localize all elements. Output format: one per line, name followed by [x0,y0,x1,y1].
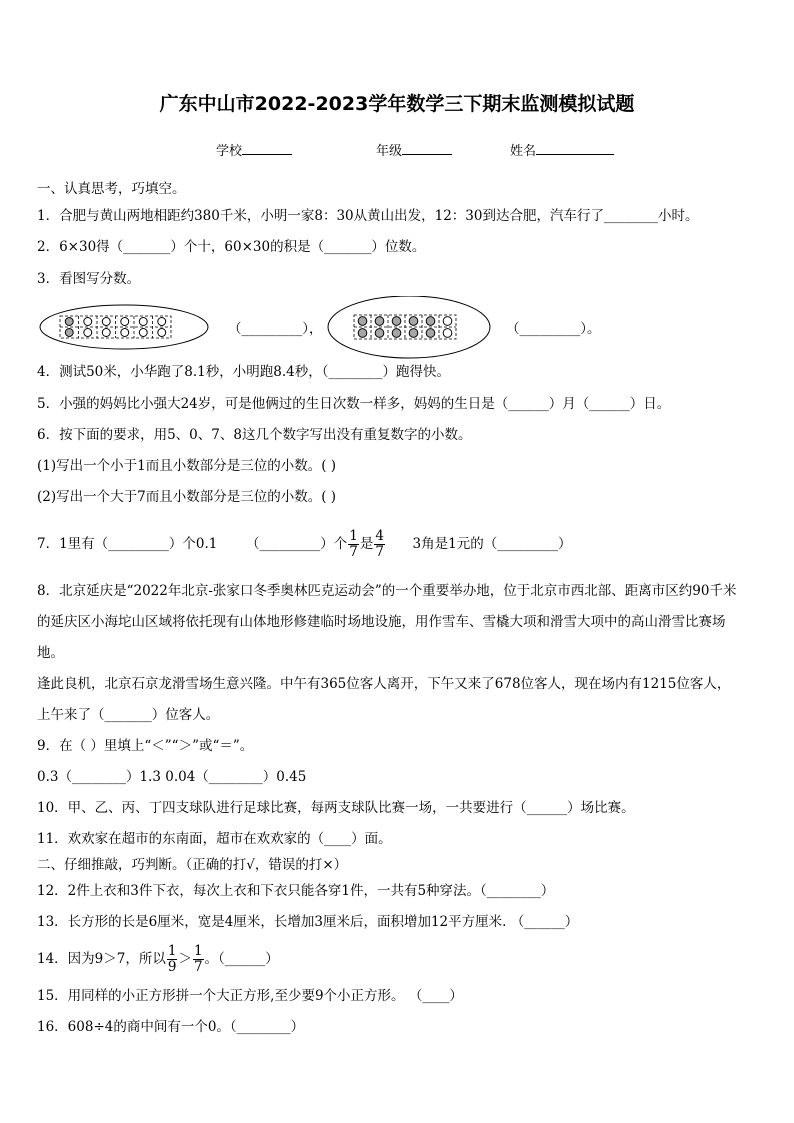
grade-label: 年级 [376,144,403,159]
question-15: 15．用同样的小正方形拼一个大正方形,至少要9个小正方形。 （____） [37,988,463,1004]
ellipse-figure-1 [40,305,208,349]
question-12: 12．2件上衣和3件下衣，每次上衣和下衣只能各穿1件，一共有5种穿法。（________） [37,883,555,899]
question-3-blank-1: （_________）， [228,321,323,337]
fraction-figures [0,296,794,360]
question-8-line-2: 的延庆区小海坨山区域将依托现有山体地形修建临时场地设施，用作雪车、雪橇大项和滑雪大项中的高山滑雪比赛场 [37,614,726,630]
school-label: 学校 [216,144,243,159]
greater-than-sign: ＞ [178,951,192,967]
fraction-one-ninth [167,944,178,975]
question-1: 1．合肥与黄山两地相距约380千米，小明一家8：30从黄山出发，12：30到达合肥，汽车行了________小时。 [37,208,699,224]
shaded-circle [65,318,73,326]
question-7-part-3: 3角是1元的（_________） [412,536,572,552]
question-8-line-4: 逢此良机，北京石京龙滑雪场生意兴隆。中午有365位客人离开，下午又来了678位客人，现在场内有1215位客人， [37,676,731,692]
grade-blank[interactable] [402,141,452,155]
fraction-numerator: 1 [167,943,177,959]
fraction-one-seventh [193,944,204,975]
shaded-circle [65,329,73,337]
empty-circle [102,329,110,337]
fraction-denominator: 7 [375,544,384,560]
fraction-figures-svg [0,296,794,360]
question-6-part-2: (2)写出一个大于7而且小数部分是三位的小数。( ) [37,489,337,505]
empty-circle [121,329,129,337]
fraction-numerator: 4 [375,528,384,544]
empty-circle [158,329,166,337]
name-blank[interactable] [536,141,614,155]
fraction-four-sevenths [374,529,385,560]
empty-circle [102,318,110,326]
fraction-denominator: 7 [193,959,203,975]
question-10: 10．甲、乙、丙、丁四支球队进行足球比赛，每两支球队比赛一场，一共要进行（______）场比赛。 [37,800,635,816]
section-2-heading: 二、仔细推敲，巧判断。（正确的打√，错误的打×） [37,857,348,873]
shaded-circle [358,329,367,338]
section-1-heading: 一、认真思考，巧填空。 [37,181,186,197]
question-16: 16．608÷4的商中间有一个0。（________） [37,1019,305,1035]
question-9-items: 0.3（________）1.3 0.04（________）0.45 [37,769,307,785]
empty-circle [121,318,129,326]
shaded-circle [426,317,435,326]
question-4: 4．测试50米，小华跑了8.1秒，小明跑8.4秒，（________）跑得快。 [37,364,450,380]
question-8-line-3: 地。 [37,645,64,661]
empty-circle [84,318,92,326]
question-3-blank-2: （_________）。 [506,321,601,337]
question-6-part-1: (1)写出一个小于1而且小数部分是三位的小数。( ) [37,458,337,474]
fraction-denominator: 7 [349,544,358,560]
question-8-line-1: 8．北京延庆是“2022年北京-张家口冬季奥林匹克运动会”的一个重要举办地，位于北京市西北部、距离市区约90千米 [37,583,737,599]
question-6-stem: 6．按下面的要求，用5、0、7、8这几个数字写出没有重复数字的小数。 [37,427,472,443]
shaded-circle [409,317,418,326]
question-14-part-2: 。（______） [204,951,279,967]
school-blank[interactable] [242,141,292,155]
question-14-part-1: 14．因为9＞7，所以 [37,951,166,967]
empty-circle [84,329,92,337]
question-13: 13．长方形的长是6厘米，宽是4厘米，长增加3厘米后，面积增加12平方厘米. （______） [37,914,579,930]
name-field[interactable] [510,140,614,159]
empty-circle [443,317,452,326]
question-9-stem: 9．在（ ）里填上“＜”“＞”或“＝”。 [37,738,254,754]
empty-circle [139,318,147,326]
question-3-stem: 3．看图写分数。 [37,271,141,287]
fraction-denominator: 9 [167,959,177,975]
page-title: 广东中山市2022-2023学年数学三下期末监测模拟试题 [159,93,635,115]
empty-circle [158,318,166,326]
grade-field[interactable] [376,140,452,159]
shaded-circle [426,329,435,338]
shaded-circle [375,317,384,326]
is-word: 是 [359,536,374,552]
question-7-part-2: （_________）个 [246,536,348,552]
fraction-numerator: 1 [349,528,358,544]
question-5: 5．小强的妈妈比小强大24岁，可是他俩过的生日次数一样多，妈妈的生日是（______）月（______）日。 [37,396,671,412]
empty-circle [139,329,147,337]
question-14 [37,941,279,977]
school-field[interactable] [216,140,292,159]
shaded-circle [375,329,384,338]
shaded-circle [392,329,401,338]
shaded-circle [392,317,401,326]
name-label: 姓名 [510,144,537,159]
ellipse-figure-2 [328,296,490,358]
fraction-numerator: 1 [193,943,203,959]
question-7-part-1: 7．1里有（_________）个0.1 [37,536,218,552]
question-11: 11．欢欢家在超市的东南面，超市在欢欢家的（____）面。 [37,831,392,847]
question-8-line-5: 上午来了（_______）位客人。 [37,707,220,723]
shaded-circle [409,329,418,338]
fraction-one-seventh [348,529,359,560]
question-7 [37,526,571,562]
empty-circle [443,329,452,338]
question-2: 2．6×30得（_______）个十，60×30的积是（_______）位数。 [37,239,426,255]
shaded-circle [358,317,367,326]
